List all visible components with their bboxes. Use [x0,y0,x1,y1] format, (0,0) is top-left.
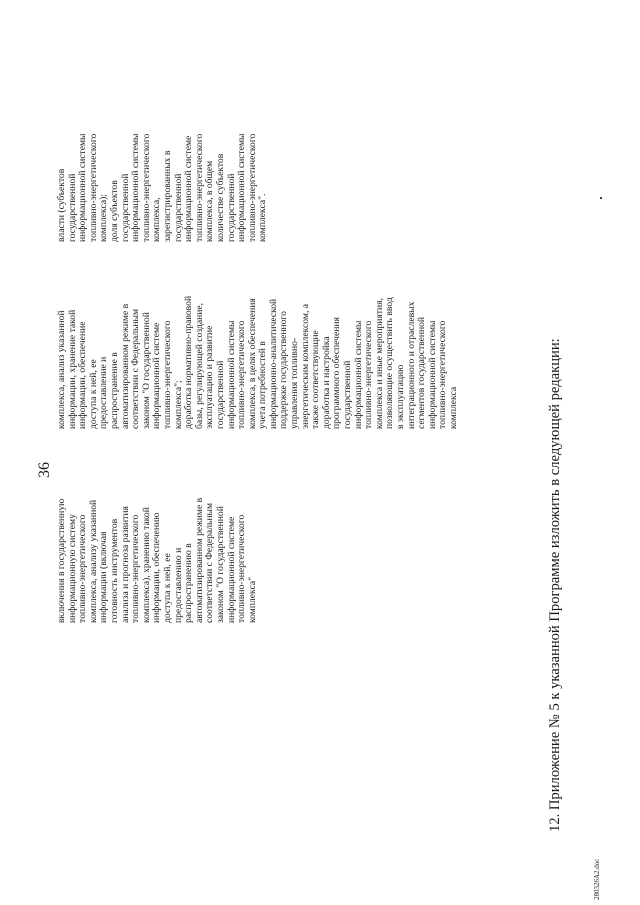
text-line: государственной [214,360,226,429]
text-line: информационной системы [352,320,364,429]
text-line: топливно-энергетического [363,320,375,429]
text-line: топливно-энергетического [193,133,205,242]
text-line: информационную систему [66,514,78,623]
text-line: комплекса [447,386,459,429]
text-line: также соответствующие [310,330,322,429]
text-line: топливно-энергетического [77,514,89,623]
text-line: информации, обеспечение [77,321,89,429]
text-line: доля субъектов [108,180,120,242]
text-line: интеграционного и отраслевых [405,301,417,429]
file-reference: 280326A2.doc [593,858,601,900]
text-line: государственной [66,173,78,242]
text-line: топливно-энергетического [437,320,449,429]
text-line: комплекса, [151,197,163,242]
text-line: топливно-энергетического [87,133,99,242]
text-line: государственной [225,173,237,242]
text-line: соответствии с Федеральным [130,308,142,429]
text-line: топливно-энергетического [236,514,248,623]
text-line: комплекса". [257,193,269,242]
text-line: учета потребностей в [257,341,269,429]
text-line: доработка нормативно-правовой [183,295,195,429]
page-number: 36 [36,462,53,478]
text-line: информационной системы [426,320,438,429]
text-line: автоматизированном режиме в [193,497,205,623]
text-line: комплекса, анализу указанной [87,499,99,623]
text-line: включения в государственную [56,498,67,623]
text-line: автоматизированном режиме в [119,303,131,429]
text-line: энергетическим комплексом, а [299,303,311,429]
text-line: анализа и прогноза развития [119,506,131,623]
text-line: комплекса), хранению такой [140,507,152,623]
text-line: информационной системы [77,133,89,242]
text-line: комплекса"; [172,380,184,429]
text-line: топливно-энергетического [161,320,173,429]
text-line: государственной [342,360,354,429]
text-line: эксплуатацию и развитие [204,325,216,429]
text-line: комплекса, в общем [204,160,216,242]
text-line: информационной системе [183,135,195,242]
text-column-activities [57,296,460,429]
text-line: сегментов государственной [416,316,428,429]
text-line: программного обеспечения [331,317,343,429]
text-line: распространению в [183,543,195,623]
text-column-targets [57,134,269,242]
text-line: комплекса, анализ указанной [56,310,67,429]
text-line: позволяющие осуществить ввод [384,297,396,429]
text-line: доступа к ней, ее [161,553,173,623]
text-line: готовность инструментов [108,518,120,623]
text-line: информационно-аналитической [267,298,279,429]
text-line: информации, обеспечению [151,512,163,623]
amendment-heading: 12. Приложение № 5 к указанной Программе изложить в следующей редакции: [547,338,563,832]
text-line: законом "О государственной [140,312,152,429]
text-line: информационной системы [130,133,142,242]
text-line: поддержке государственного [278,311,290,429]
text-line: информационной системе [151,322,163,429]
text-line: законом "О государственной [214,506,226,623]
text-line: топливно-энергетического [140,133,152,242]
text-line: комплекса и иные мероприятия, [373,298,385,429]
text-column-indicators-wording [57,498,258,623]
text-line: топливно-энергетического [236,320,248,429]
text-line: топливно-энергетического [246,133,258,242]
text-line: количестве субъектов [214,153,226,242]
text-line: информационной системы [225,320,237,429]
scan-speck [600,197,602,199]
text-line: в эксплуатацию [395,364,406,429]
text-line: базы, регулирующей создание, [193,302,205,429]
text-line: власти (субъектов [56,168,67,242]
text-line: комплекса" [246,576,258,623]
text-line: комплекса, в целях обеспечения [246,298,258,429]
text-line: комплекса); [98,194,110,242]
text-line: соответствии с Федеральным [204,502,216,623]
text-line: топливно-энергетического [130,514,142,623]
text-line: государственной [119,173,131,242]
text-line: информационной системы [236,133,248,242]
text-line: управления топливно- [289,337,301,429]
text-line: доработка и настройка [320,336,332,429]
text-line: информации, хранение такой [66,309,78,429]
text-line: доступа к ней, ее [87,359,99,429]
text-line: распространение в [108,352,120,429]
text-line: информационной системе [225,516,237,623]
text-line: предоставлению и [172,547,184,623]
text-line: государственной [172,173,184,242]
text-line: информации (включая [98,531,110,623]
text-line: зарегистрированных в [161,150,173,242]
text-line: предоставление и [98,356,110,429]
